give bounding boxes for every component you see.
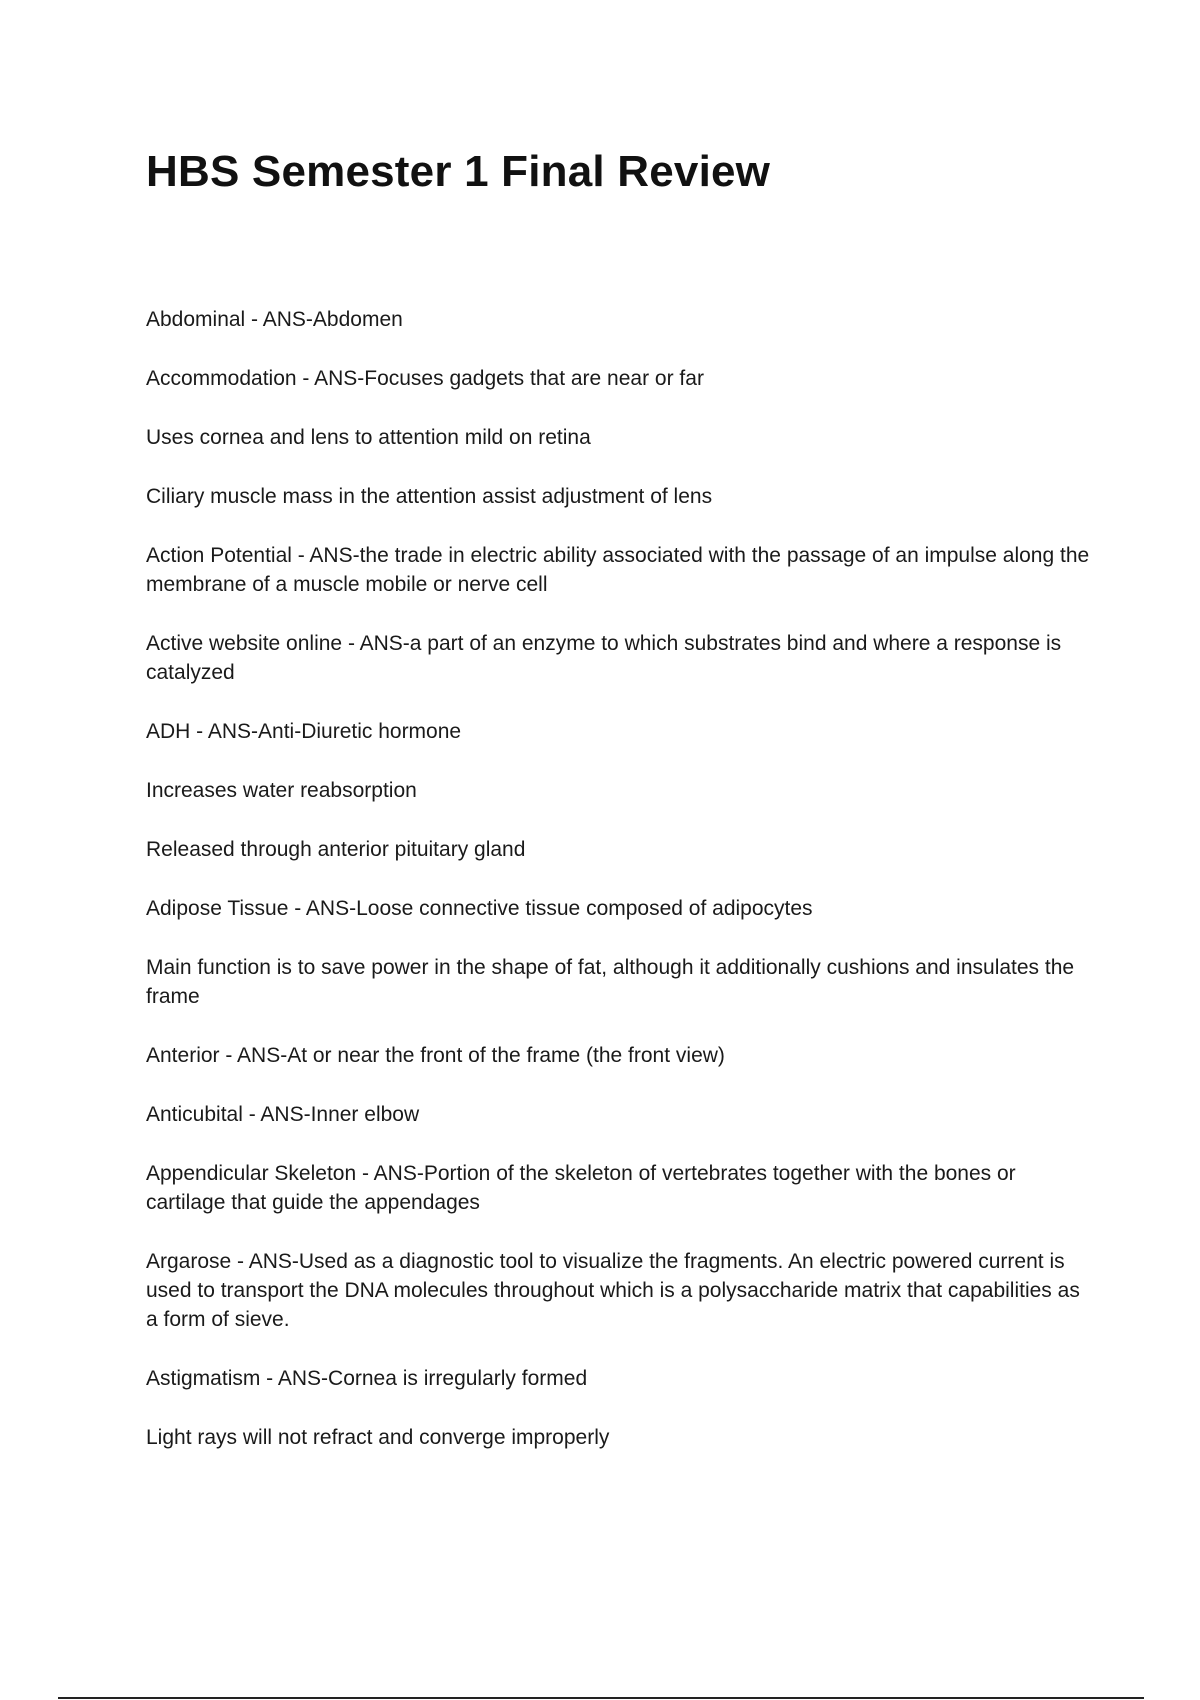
list-item: Released through anterior pituitary gland — [146, 838, 526, 861]
list-item: Increases water reabsorption — [146, 779, 417, 802]
list-item: Active website online - ANS-a part of an enzyme to which substrates bind and where a response is catalyzed — [146, 632, 1062, 684]
list-item: Appendicular Skeleton - ANS-Portion of the skeleton of vertebrates together with the bones or cartilage that guide the appendages — [146, 1162, 1016, 1214]
list-item: Anterior - ANS-At or near the front of the frame (the front view) — [146, 1044, 725, 1067]
entry-list — [146, 305, 1096, 1482]
page-bottom-divider — [58, 1697, 1144, 1699]
list-item: Accommodation - ANS-Focuses gadgets that are near or far — [146, 367, 704, 390]
list-item: Action Potential - ANS-the trade in electric ability associated with the passage of an impulse along the membrane of a muscle mobile or nerve cell — [146, 544, 1090, 596]
list-item: Astigmatism - ANS-Cornea is irregularly formed — [146, 1367, 588, 1390]
list-item: Argarose - ANS-Used as a diagnostic tool to visualize the fragments. An electric powered current is used to transport the DNA molecules throughout which is a polysaccharide matrix that capabilities as a form of sieve. — [146, 1250, 1080, 1331]
page-title: HBS Semester 1 Final Review — [146, 147, 771, 196]
list-item: Anticubital - ANS-Inner elbow — [146, 1103, 420, 1126]
list-item: Uses cornea and lens to attention mild on retina — [146, 426, 591, 449]
list-item: Ciliary muscle mass in the attention assist adjustment of lens — [146, 485, 713, 508]
list-item: Main function is to save power in the shape of fat, although it additionally cushions and insulates the frame — [146, 956, 1075, 1008]
list-item: ADH - ANS-Anti-Diuretic hormone — [146, 720, 462, 743]
list-item: Light rays will not refract and converge improperly — [146, 1426, 610, 1449]
list-item: Abdominal - ANS-Abdomen — [146, 308, 403, 331]
list-item: Adipose Tissue - ANS-Loose connective tissue composed of adipocytes — [146, 897, 813, 920]
